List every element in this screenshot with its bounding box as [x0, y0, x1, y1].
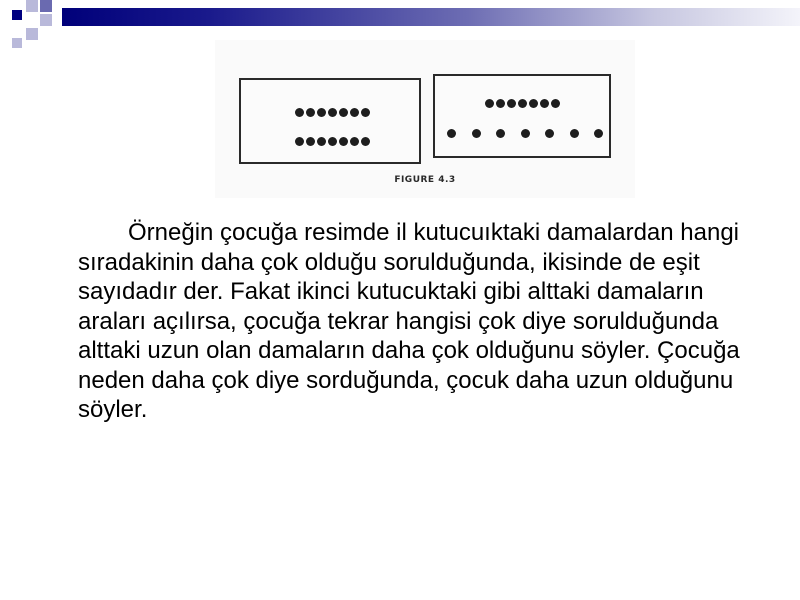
figure-dot [361, 137, 370, 146]
decor-square [12, 10, 22, 20]
figure-dot [317, 137, 326, 146]
figure-dot [350, 137, 359, 146]
figure-dot [328, 137, 337, 146]
figure-dot [518, 99, 527, 108]
figure-caption: FIGURE 4.3 [394, 175, 456, 185]
figure-dot [350, 108, 359, 117]
figure-dot [447, 129, 456, 138]
figure-dot [306, 137, 315, 146]
figure-dot [496, 129, 505, 138]
figure-dot [529, 99, 538, 108]
figure-dot [306, 108, 315, 117]
figure-dot [295, 108, 304, 117]
figure-dot [540, 99, 549, 108]
decor-square [26, 28, 38, 40]
decor-square [26, 0, 38, 12]
figure-dot [361, 108, 370, 117]
figure-dot [317, 108, 326, 117]
body-paragraph: Örneğin çocuğa resimde il kutucuıktaki damalardan hangi sıradakinin daha çok olduğu sorulduğunda, ikisinde de eşit sayıdadır der. Fakat ikinci kutucuktaki gibi alttaki damaların araları açılırsa, çocuğa tekrar hangisi çok diye sorulduğunda alttaki uzun olan damaların daha çok olduğunu söyler. Çocuğa neden daha çok diye sorduğunda, çocuk daha uzun olduğunu söyler. [78, 219, 740, 423]
figure-box-right [433, 74, 611, 158]
figure-dot [570, 129, 579, 138]
banner-gradient-bar [62, 8, 800, 26]
decor-square [12, 38, 22, 48]
decor-square [40, 14, 52, 26]
figure-dot [295, 137, 304, 146]
figure-dot [339, 108, 348, 117]
decor-square [40, 0, 52, 12]
figure-image [215, 40, 635, 198]
figure-dot [551, 99, 560, 108]
figure-dot [594, 129, 603, 138]
figure-dot [328, 108, 337, 117]
figure-dot [507, 99, 516, 108]
figure-dot [545, 129, 554, 138]
figure-dot [496, 99, 505, 108]
figure-dot [521, 129, 530, 138]
figure-dot [472, 129, 481, 138]
figure-dot [339, 137, 348, 146]
figure-box-left [239, 78, 421, 164]
figure-dot [485, 99, 494, 108]
